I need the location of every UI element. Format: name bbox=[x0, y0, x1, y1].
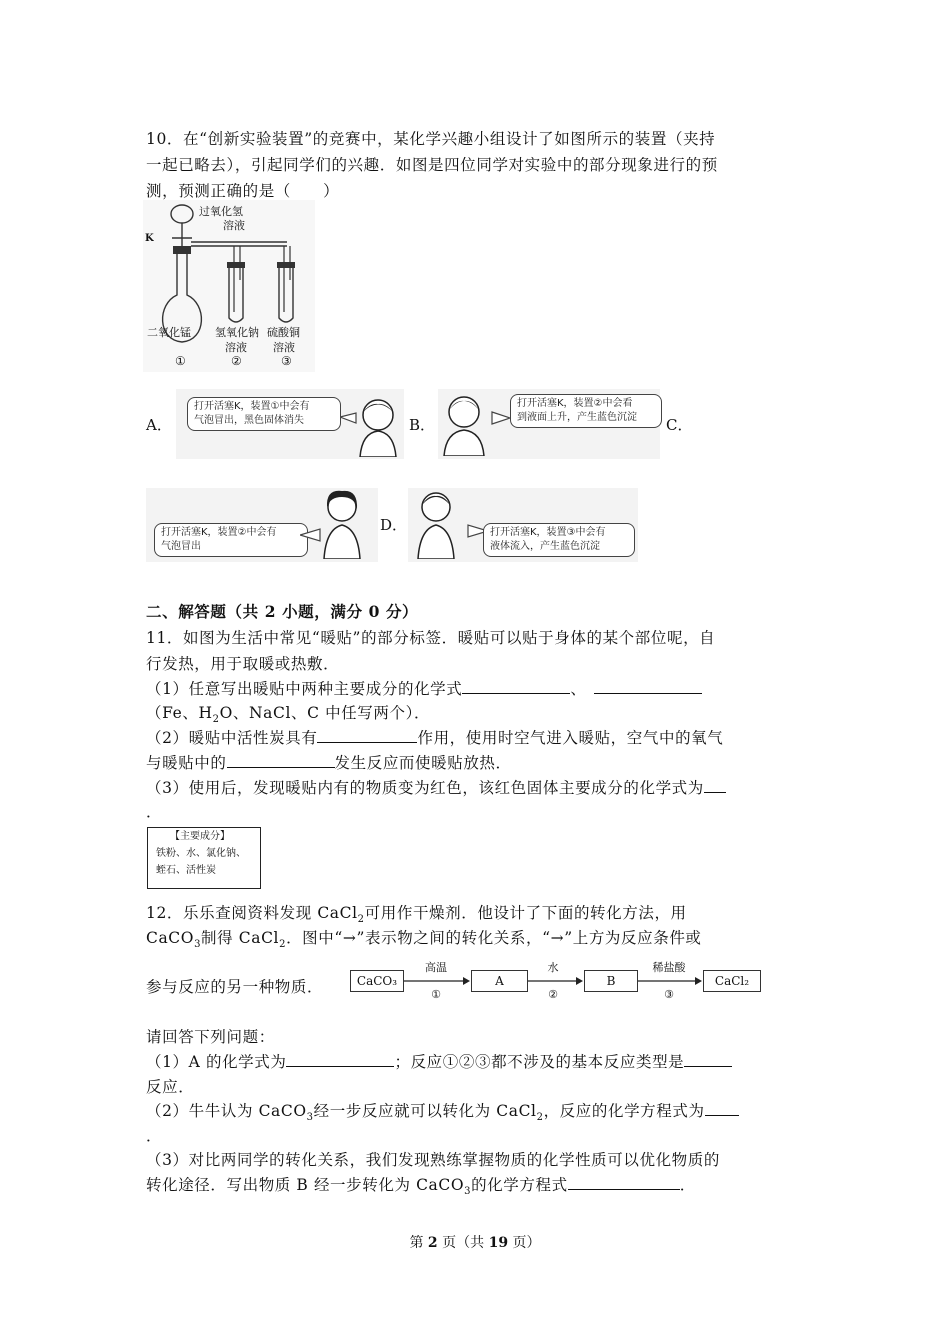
q11-part1-blank-2[interactable] bbox=[594, 678, 702, 694]
q11-hint-subscript: 2 bbox=[212, 714, 220, 726]
q12-part2-text-c: ，反应的化学方程式为 bbox=[543, 1102, 705, 1120]
label-mno2: 二氧化锰 bbox=[147, 326, 191, 339]
footer-page-number: 2 bbox=[427, 1235, 438, 1251]
q11-part3 bbox=[146, 776, 726, 798]
q11-part2-blank-1[interactable] bbox=[317, 727, 417, 743]
option-b-text-1: 打开活塞K，装置②中会看 bbox=[517, 398, 633, 409]
footer-pre: 第 bbox=[409, 1235, 428, 1251]
option-a-letter[interactable]: A． bbox=[146, 416, 172, 434]
q12-part2-text-a: （2）牛牛认为 CaCO bbox=[146, 1102, 307, 1120]
q11-line2: 行发热，用于取暖或热敷． bbox=[146, 655, 340, 673]
q12-line1 bbox=[146, 901, 687, 925]
q11-part2-text-d: 发生反应而使暖贴放热． bbox=[334, 754, 512, 772]
q11-part3-blank[interactable] bbox=[704, 777, 726, 793]
option-b-text-2: 到液面上升，产生蓝色沉淀 bbox=[517, 412, 637, 423]
option-c-text-2: 气泡冒出 bbox=[161, 541, 201, 552]
q12-part3-line2 bbox=[146, 1173, 696, 1197]
q12-part3-end: ． bbox=[679, 1176, 696, 1194]
q12-line1-text-b: 可用作干燥剂．他设计了下面的转化方法，用 bbox=[364, 904, 687, 922]
q11-line1: 11．如图为生活中常见“暖贴”的部分标签．暖贴可以贴于身体的某个部位呢，自 bbox=[146, 629, 716, 647]
student-b-icon bbox=[440, 392, 510, 456]
q12-part1-blank-1[interactable] bbox=[286, 1051, 394, 1067]
q11-part2-blank-2[interactable] bbox=[227, 752, 335, 768]
label-cuso4-solution: 溶液 bbox=[273, 341, 295, 354]
q11-hint-text-b: O、NaCl、C 中任写两个）． bbox=[219, 704, 431, 722]
label-num-2: ② bbox=[231, 354, 242, 368]
q12-line1-text-a: 12．乐乐查阅资料发现 CaCl bbox=[146, 904, 358, 922]
label-naoh-solution: 溶液 bbox=[225, 341, 247, 354]
q11-part2-text-c: 与暖贴中的 bbox=[146, 754, 227, 772]
q12-part2-end: ． bbox=[146, 1127, 163, 1145]
option-a-text-1: 打开活塞K，装置①中会有 bbox=[194, 401, 310, 412]
q12-part2 bbox=[146, 1099, 739, 1123]
label-naoh: 氢氧化钠 bbox=[215, 326, 259, 339]
q10-line3: 测，预测正确的是（ ） bbox=[146, 182, 340, 200]
label-h2o2: 过氧化氢 bbox=[199, 205, 243, 218]
q11-part2-text-b: 作用，使用时空气进入暖贴，空气中的氧气 bbox=[417, 729, 724, 747]
footer-total-pages: 19 bbox=[488, 1235, 509, 1251]
q11-part1-blank-1[interactable] bbox=[462, 678, 570, 694]
warmer-label-line1: 铁粉、水、氯化钠、 bbox=[156, 848, 246, 859]
warmer-label-box bbox=[147, 827, 261, 889]
flow-num-2: ② bbox=[548, 988, 558, 1001]
student-c-icon bbox=[300, 487, 376, 559]
q12-part2-blank[interactable] bbox=[705, 1100, 739, 1116]
q12-line2-subscript: 3 bbox=[194, 939, 202, 951]
conversion-flow-diagram bbox=[348, 961, 768, 1001]
flow-num-1: ① bbox=[431, 988, 441, 1001]
q12-line2-subscript-2: 2 bbox=[279, 939, 287, 951]
q12-part1 bbox=[146, 1050, 732, 1072]
q11-part1-sep: 、 bbox=[570, 680, 587, 698]
warmer-label-line2: 蛭石、活性炭 bbox=[156, 865, 216, 876]
q12-line2-text-a: CaCO bbox=[146, 929, 195, 947]
label-cuso4: 硫酸铜 bbox=[267, 326, 300, 339]
q11-part2-line2 bbox=[146, 751, 512, 773]
option-d-text-1: 打开活塞K，装置③中会有 bbox=[490, 527, 606, 538]
student-a-icon bbox=[340, 395, 402, 457]
q11-part2-text-a: （2）暖贴中活性炭具有 bbox=[146, 729, 318, 747]
flow-cond-2: 水 bbox=[547, 961, 559, 974]
q12-line2 bbox=[146, 926, 702, 950]
page-footer bbox=[0, 1232, 950, 1252]
option-a-speech-bubble bbox=[187, 397, 341, 431]
apparatus-figure bbox=[143, 200, 315, 372]
label-valve-k: K bbox=[145, 233, 154, 244]
footer-post: 页） bbox=[508, 1235, 541, 1251]
q12-line2-text-c: ．图中“→”表示物之间的转化关系，“→”上方为反应条件或 bbox=[286, 929, 702, 947]
q12-part3-text-a: 转化途径．写出物质 B 经一步转化为 CaCO bbox=[146, 1176, 465, 1194]
q12-line3: 参与反应的另一种物质． bbox=[146, 978, 324, 996]
option-c-speech-bubble bbox=[154, 523, 308, 557]
q10-line1: 10．在“创新实验装置”的竞赛中，某化学兴趣小组设计了如图所示的装置（夹持 bbox=[146, 130, 716, 148]
q12-part3-subscript: 3 bbox=[464, 1186, 472, 1198]
option-a-text-2: 气泡冒出，黑色固体消失 bbox=[194, 415, 304, 426]
q11-part1-hint bbox=[146, 701, 430, 725]
q12-part2-text-b: 经一步反应就可以转化为 CaCl bbox=[313, 1102, 537, 1120]
q12-prompt: 请回答下列问题： bbox=[146, 1028, 275, 1046]
q12-part3-text-b: 的化学方程式 bbox=[471, 1176, 568, 1194]
option-d-text-2: 液体流入，产生蓝色沉淀 bbox=[490, 541, 600, 552]
option-b-letter[interactable]: B． bbox=[409, 416, 436, 434]
label-num-3: ③ bbox=[281, 354, 292, 368]
q11-part1-text: （1）任意写出暖贴中两种主要成分的化学式 bbox=[146, 680, 463, 698]
q12-part1-end: 反应． bbox=[146, 1078, 195, 1096]
flow-box-cacl2: CaCl₂ bbox=[703, 970, 761, 992]
label-num-1: ① bbox=[175, 354, 186, 368]
flow-box-b: B bbox=[584, 970, 638, 992]
option-d-speech-bubble bbox=[483, 523, 635, 557]
q12-part1-text-b: ；反应①②③都不涉及的基本反应类型是 bbox=[394, 1053, 685, 1071]
footer-mid: 页（共 bbox=[437, 1235, 489, 1251]
flow-cond-3: 稀盐酸 bbox=[652, 961, 686, 974]
q12-part1-text-a: （1）A 的化学式为 bbox=[146, 1053, 287, 1071]
label-h2o2-solution: 溶液 bbox=[223, 219, 245, 232]
q12-part1-blank-2[interactable] bbox=[684, 1051, 732, 1067]
q12-part2-subscript-2: 2 bbox=[536, 1112, 544, 1124]
q12-part2-subscript: 3 bbox=[306, 1112, 314, 1124]
q11-part3-text: （3）使用后，发现暖贴内有的物质变为红色，该红色固体主要成分的化学式为 bbox=[146, 779, 704, 797]
flow-num-3: ③ bbox=[664, 988, 674, 1001]
q12-part3-blank[interactable] bbox=[568, 1174, 680, 1190]
flow-box-a: A bbox=[471, 970, 528, 992]
q10-line2: 一起已略去），引起同学们的兴趣．如图是四位同学对实验中的部分现象进行的预 bbox=[146, 156, 718, 174]
warmer-label-title: 【主要成分】 bbox=[170, 831, 230, 842]
option-b-speech-bubble bbox=[510, 394, 662, 428]
q11-part2-line1 bbox=[146, 726, 723, 748]
option-d-letter[interactable]: D． bbox=[380, 516, 408, 534]
option-c-letter[interactable]: C． bbox=[666, 416, 693, 434]
flow-box-caco3: CaCO₃ bbox=[350, 970, 404, 992]
q11-part1 bbox=[146, 677, 702, 699]
section-2-title: 二、解答题（共 2 小题，满分 0 分） bbox=[146, 602, 419, 621]
option-c-text-1: 打开活塞K，装置②中会有 bbox=[161, 527, 277, 538]
q12-line1-subscript: 2 bbox=[357, 914, 365, 926]
q11-part3-end: ． bbox=[146, 803, 163, 821]
q11-hint-text-a: （Fe、H bbox=[146, 704, 213, 722]
q12-line2-text-b: 制得 CaCl bbox=[201, 929, 280, 947]
flow-cond-1: 高温 bbox=[425, 961, 447, 974]
q12-part3-line1: （3）对比两同学的转化关系，我们发现熟练掌握物质的化学性质可以优化物质的 bbox=[146, 1151, 720, 1169]
student-d-icon bbox=[408, 487, 488, 559]
